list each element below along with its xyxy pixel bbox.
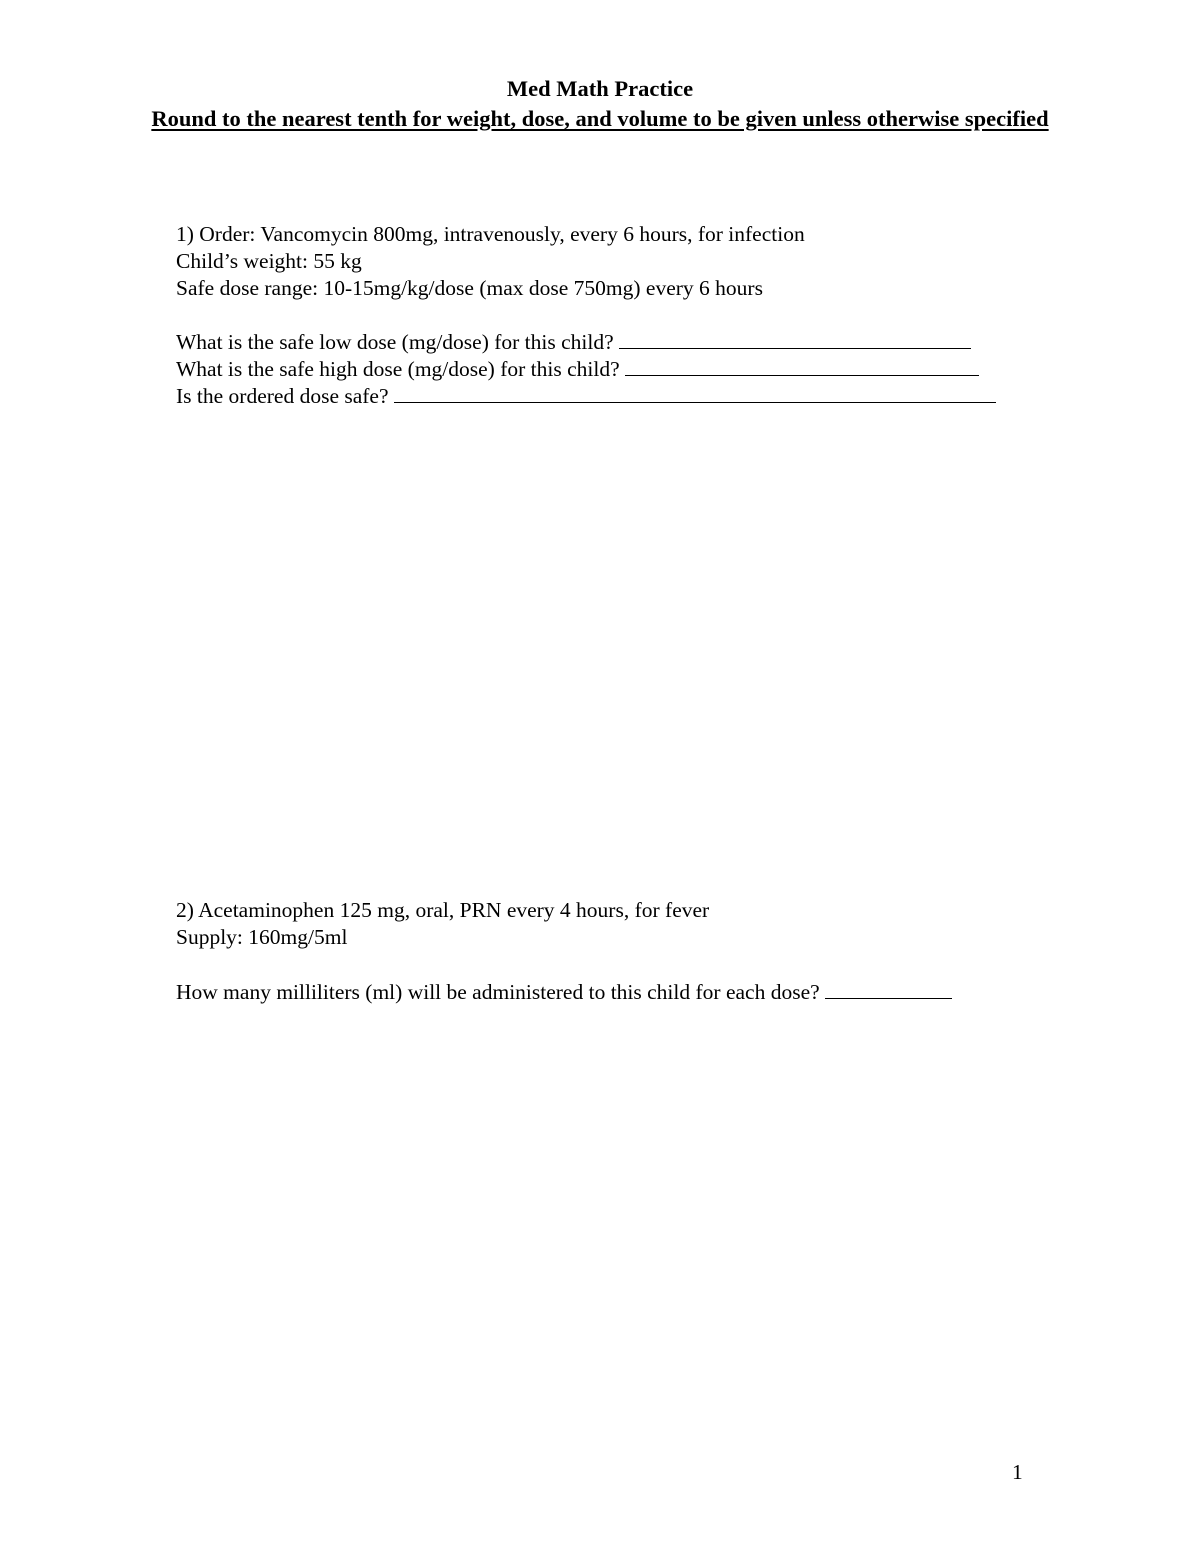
problem-2-order: 2) Acetaminophen 125 mg, oral, PRN every 4 hours, for fever: [176, 898, 710, 922]
answer-blank-low-dose[interactable]: [619, 329, 971, 349]
question-low-dose: What is the safe low dose (mg/dose) for this child?: [176, 330, 614, 354]
page-title: Med Math Practice: [506, 76, 694, 101]
question-row: [176, 979, 952, 1006]
problem-2-supply: Supply: 160mg/5ml: [176, 925, 348, 949]
question-row: [176, 383, 996, 410]
answer-blank-ml-per-dose[interactable]: [825, 979, 952, 999]
answer-blank-dose-safe[interactable]: [394, 383, 996, 403]
question-ml-per-dose: How many milliliters (ml) will be administered to this child for each dose?: [176, 980, 820, 1004]
problem-1-weight: Child’s weight: 55 kg: [176, 249, 362, 273]
problem-1-questions: [176, 329, 996, 410]
problem-2-questions: [176, 979, 952, 1006]
question-high-dose: What is the safe high dose (mg/dose) for this child?: [176, 357, 620, 381]
question-dose-safe: Is the ordered dose safe?: [176, 384, 389, 408]
page-number: 1: [1012, 1460, 1023, 1484]
question-row: [176, 356, 996, 383]
problem-1-safe-range: Safe dose range: 10-15mg/kg/dose (max dose 750mg) every 6 hours: [176, 276, 763, 300]
problem-1-order: 1) Order: Vancomycin 800mg, intravenously, every 6 hours, for infection: [176, 222, 805, 246]
question-row: [176, 329, 996, 356]
answer-blank-high-dose[interactable]: [625, 356, 979, 376]
page-subtitle: Round to the nearest tenth for weight, dose, and volume to be given unless otherwise specified: [151, 106, 1049, 131]
problem-1: [176, 221, 805, 302]
problem-2: [176, 897, 709, 951]
document-header: [150, 74, 1050, 134]
